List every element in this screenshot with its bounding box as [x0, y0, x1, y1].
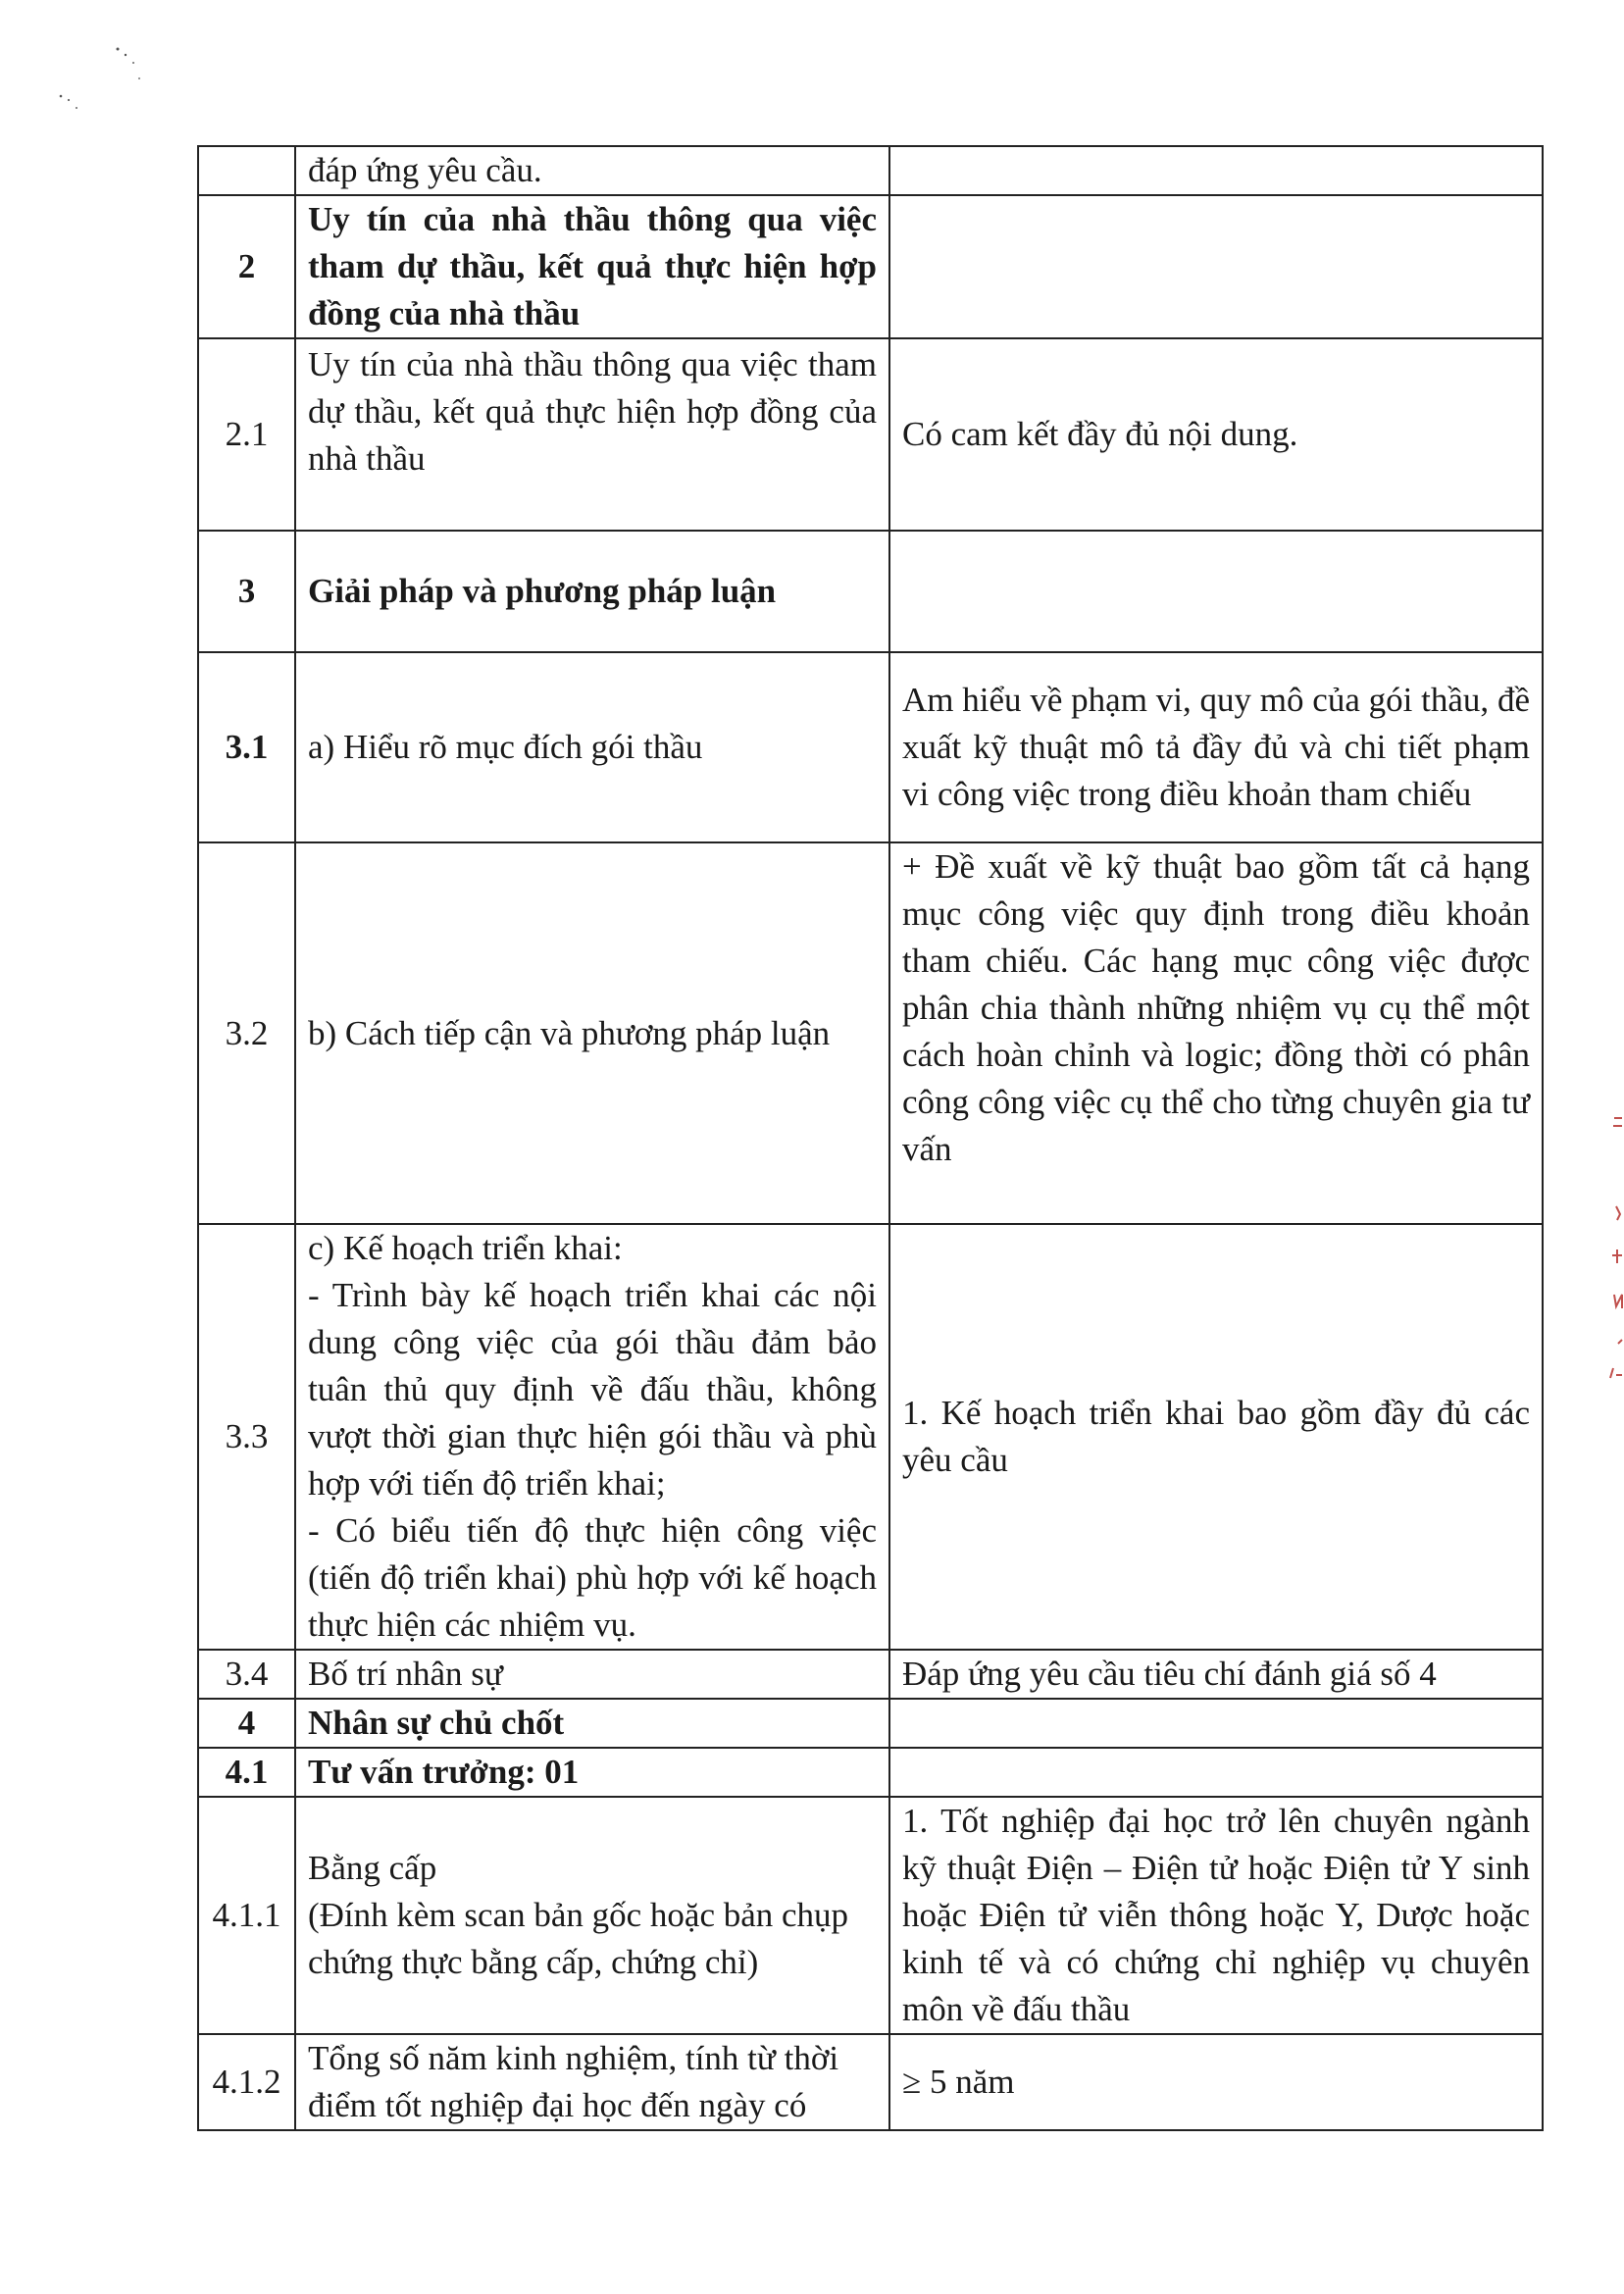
criterion-requirement: 1. Tốt nghiệp đại học trở lên chuyên ngành kỹ thuật Điện – Điện tử hoặc Điện tử Y sinh hoặc Điện tử viễn thông hoặc Y, Dược hoặc kinh tế và có chứng chỉ nghiệp vụ chuyên môn về đấu thầu — [889, 1797, 1543, 2034]
criterion-requirement — [889, 1699, 1543, 1748]
criterion-requirement — [889, 531, 1543, 652]
criterion-name-line: c) Kế hoạch triển khai: — [308, 1229, 623, 1267]
criterion-name: Tổng số năm kinh nghiệm, tính từ thời điểm tốt nghiệp đại học đến ngày có — [295, 2034, 889, 2130]
table-row — [198, 1699, 1543, 1748]
table-row — [198, 1650, 1543, 1699]
criterion-name-line: (Đính kèm scan bản gốc hoặc bản chụp chứng thực bằng cấp, chứng chỉ) — [308, 1896, 849, 1981]
criterion-requirement: + Đề xuất về kỹ thuật bao gồm tất cả hạng mục công việc quy định trong điều khoản tham chiếu. Các hạng mục công việc được phân chia thành những nhiệm vụ cụ thể một cách hoàn chỉnh và logic; đồng thời có phân công công việc cụ thể cho từng chuyên gia tư vấn — [889, 842, 1543, 1224]
criterion-requirement — [889, 195, 1543, 338]
table-row — [198, 1748, 1543, 1797]
criterion-name: Bố trí nhân sự — [295, 1650, 889, 1699]
row-number: 4.1.1 — [198, 1797, 295, 2034]
criterion-requirement — [889, 1748, 1543, 1797]
criterion-name-line: Bằng cấp — [308, 1849, 437, 1887]
criterion-requirement: Có cam kết đầy đủ nội dung. — [889, 338, 1543, 531]
criterion-name: Uy tín của nhà thầu thông qua việc tham dự thầu, kết quả thực hiện hợp đồng của nhà thầu — [295, 195, 889, 338]
table-row — [198, 1797, 1543, 2034]
table-row — [198, 652, 1543, 842]
scan-specks — [49, 39, 147, 118]
table-row — [198, 338, 1543, 531]
row-number — [198, 146, 295, 195]
row-number: 3.2 — [198, 842, 295, 1224]
criterion-name-line: - Có biểu tiến độ thực hiện công việc (tiến độ triển khai) phù hợp với kế hoạch thực hiện các nhiệm vụ. — [308, 1511, 877, 1644]
row-number: 3.4 — [198, 1650, 295, 1699]
table-row — [198, 531, 1543, 652]
criterion-name: b) Cách tiếp cận và phương pháp luận — [295, 842, 889, 1224]
row-number: 4.1.2 — [198, 2034, 295, 2130]
criterion-name: Uy tín của nhà thầu thông qua việc tham dự thầu, kết quả thực hiện hợp đồng của nhà thầu — [295, 338, 889, 531]
row-number: 2.1 — [198, 338, 295, 531]
table-row — [198, 1224, 1543, 1650]
criterion-requirement: Đáp ứng yêu cầu tiêu chí đánh giá số 4 — [889, 1650, 1543, 1699]
criterion-name: Nhân sự chủ chốt — [295, 1699, 889, 1748]
criterion-name — [295, 1224, 889, 1650]
criterion-name: a) Hiểu rõ mục đích gói thầu — [295, 652, 889, 842]
table-row — [198, 146, 1543, 195]
criterion-requirement: Am hiểu về phạm vi, quy mô của gói thầu, đề xuất kỹ thuật mô tả đầy đủ và chi tiết phạm vi công việc trong điều khoản tham chiếu — [889, 652, 1543, 842]
criterion-requirement: ≥ 5 năm — [889, 2034, 1543, 2130]
criterion-requirement: 1. Kế hoạch triển khai bao gồm đầy đủ các yêu cầu — [889, 1224, 1543, 1650]
criterion-name: Tư vấn trưởng: 01 — [295, 1748, 889, 1797]
row-number: 3 — [198, 531, 295, 652]
row-number: 2 — [198, 195, 295, 338]
criterion-name: đáp ứng yêu cầu. — [295, 146, 889, 195]
criterion-name-line: - Trình bày kế hoạch triển khai các nội dung công việc của gói thầu đảm bảo tuân thủ quy định về đấu thầu, không vượt thời gian thực hiện gói thầu và phù hợp với tiến độ triển khai; — [308, 1276, 877, 1503]
criterion-name — [295, 1797, 889, 2034]
row-number: 4.1 — [198, 1748, 295, 1797]
evaluation-criteria-table — [197, 145, 1544, 2131]
table-row — [198, 195, 1543, 338]
table-row — [198, 2034, 1543, 2130]
criterion-name: Giải pháp và phương pháp luận — [295, 531, 889, 652]
stamp-edge-marks — [1597, 1108, 1624, 1383]
criterion-requirement — [889, 146, 1543, 195]
row-number: 4 — [198, 1699, 295, 1748]
row-number: 3.1 — [198, 652, 295, 842]
row-number: 3.3 — [198, 1224, 295, 1650]
table-row — [198, 842, 1543, 1224]
